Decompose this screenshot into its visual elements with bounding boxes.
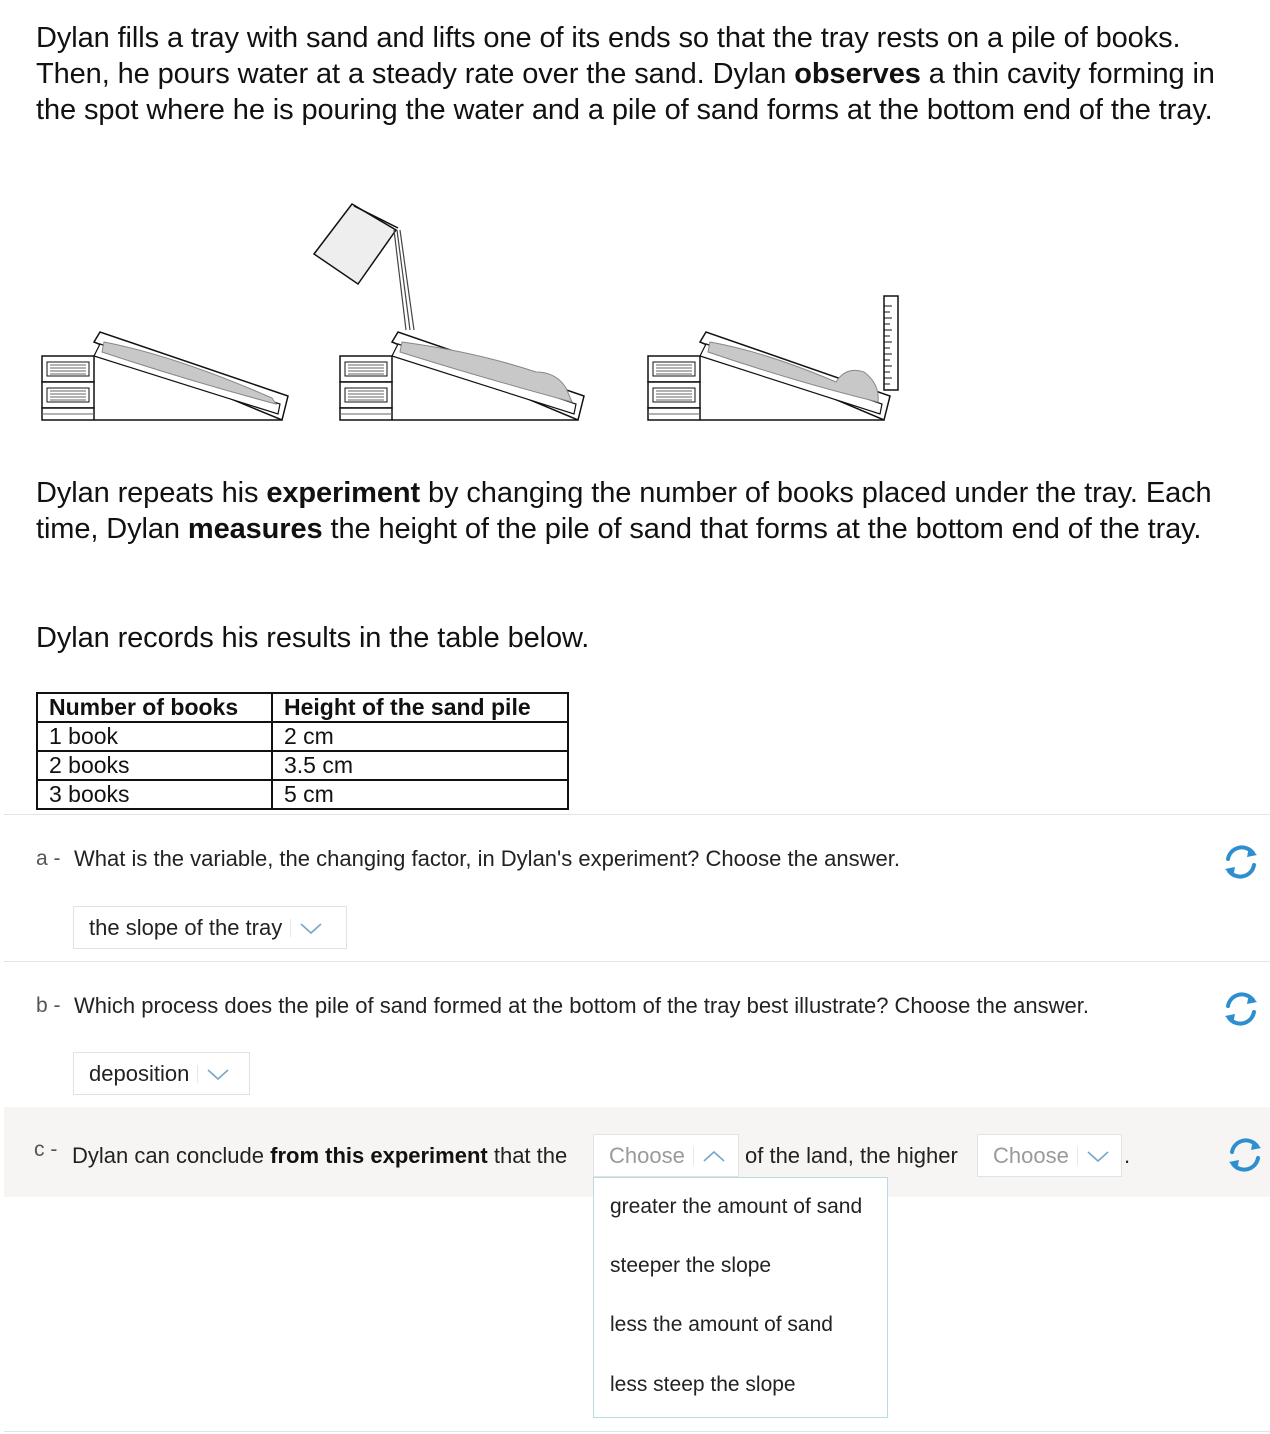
select-divider: [197, 1065, 198, 1083]
divider: [4, 814, 1270, 815]
dropdown-option-greater-sand[interactable]: greater the amount of sand: [610, 1195, 863, 1218]
question-c-select-2[interactable]: [977, 1134, 1122, 1177]
ruler: [884, 296, 898, 390]
question-b-label: b -: [36, 994, 61, 1017]
setup-2: [314, 204, 584, 420]
chevron-down-icon: [297, 918, 325, 938]
cell-height: 2 cm: [272, 722, 568, 751]
intro-paragraph-3: Dylan records his results in the table below.: [36, 622, 590, 654]
chevron-down-icon: [204, 1064, 232, 1084]
question-c-text-middle: of the land, the higher: [745, 1143, 958, 1168]
select-divider: [1077, 1147, 1078, 1165]
question-a-selected-value: the slope of the tray: [89, 914, 283, 940]
table-row: [37, 722, 568, 751]
question-a-select[interactable]: [73, 906, 347, 949]
results-table: [36, 692, 569, 810]
reset-c-icon[interactable]: [1226, 1136, 1264, 1174]
question-b-select[interactable]: [73, 1052, 250, 1095]
cell-books: 1 book: [37, 722, 272, 751]
header-number-of-books: Number of books: [37, 693, 272, 722]
question-c-select-1-placeholder: Choose: [609, 1142, 685, 1168]
cell-books: 3 books: [37, 780, 272, 809]
chevron-up-icon: [700, 1146, 728, 1166]
divider: [4, 961, 1270, 962]
select-divider: [290, 919, 291, 937]
reset-b-icon[interactable]: [1222, 990, 1260, 1028]
question-c-label: c -: [34, 1138, 58, 1161]
cell-books: 2 books: [37, 751, 272, 780]
divider: [4, 1431, 1270, 1432]
intro-paragraph-1: Dylan fills a tray with sand and lifts one of its ends so that the tray rests on a pile of books. Then, he pours water at a steady rate over the sand. Dylan observes a thin cavity forming in the spot where he is pouring the water and a pile of sand forms at the bottom end of the tray.: [36, 22, 1215, 126]
question-c-select-2-placeholder: Choose: [993, 1142, 1069, 1168]
table-row: [37, 780, 568, 809]
question-b-selected-value: deposition: [89, 1060, 190, 1086]
cell-height: 5 cm: [272, 780, 568, 809]
select-divider: [693, 1147, 694, 1165]
header-height-of-sand-pile: Height of the sand pile: [272, 693, 568, 722]
reset-a-icon[interactable]: [1222, 843, 1260, 881]
question-a-text: What is the variable, the changing factor, in Dylan's experiment? Choose the answer.: [74, 846, 900, 871]
pouring-beaker: [314, 204, 414, 330]
dropdown-option-less-sand[interactable]: less the amount of sand: [610, 1313, 833, 1336]
chevron-down-icon: [1084, 1146, 1112, 1166]
question-c-text-end: .: [1124, 1143, 1131, 1168]
question-a-label: a -: [36, 847, 61, 870]
experiment-illustration: [36, 196, 920, 442]
dropdown-option-less-steep-slope[interactable]: less steep the slope: [610, 1373, 796, 1396]
question-b-text: Which process does the pile of sand formed at the bottom of the tray best illustrate? Choose the answer.: [74, 993, 1089, 1018]
dropdown-option-steeper-slope[interactable]: steeper the slope: [610, 1254, 772, 1277]
table-header-row: [37, 693, 568, 722]
intro-paragraph-2: Dylan repeats his experiment by changing the number of books placed under the tray. Each time, Dylan measures the height of the pile of sand that forms at the bottom end of the tray.: [36, 477, 1212, 545]
cell-height: 3.5 cm: [272, 751, 568, 780]
table-row: [37, 751, 568, 780]
setup-1: [42, 332, 288, 420]
question-c-text-start: Dylan can conclude from this experiment that the: [72, 1143, 568, 1168]
question-c-dropdown-menu: [593, 1177, 888, 1418]
question-c-select-1[interactable]: [593, 1134, 739, 1177]
setup-3: [648, 296, 898, 420]
